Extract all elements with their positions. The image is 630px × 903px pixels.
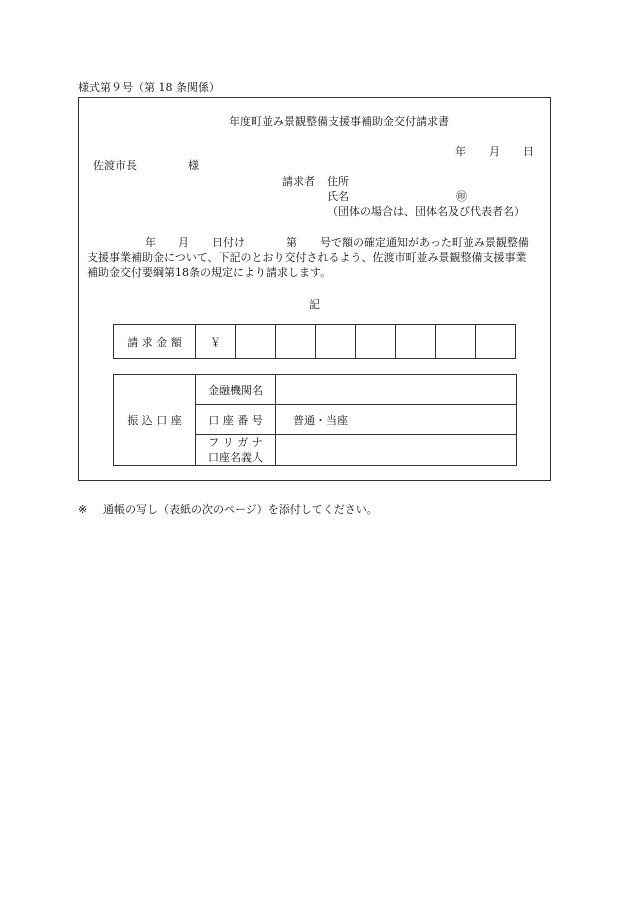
amount-digit-cell [356, 325, 396, 359]
body-no-prefix: 第 [286, 236, 297, 249]
holder-label-cell [196, 435, 276, 466]
addressee-name: 佐渡市長 [93, 159, 137, 172]
amount-digit-cell [276, 325, 316, 359]
amount-digit-cell [396, 325, 436, 359]
addressee-honorific: 様 [188, 159, 199, 172]
date-year: 年 [455, 145, 466, 158]
currency-cell: ￥ [196, 325, 236, 359]
furigana-label: フ リ ガ ナ [208, 436, 263, 449]
amount-row [114, 325, 516, 359]
amount-digit-cell [236, 325, 276, 359]
body-date-label: 日付け [212, 236, 245, 249]
body-line3: 補助金交付要綱第18条の規定により請求します。 [87, 266, 332, 279]
amount-table [113, 324, 516, 359]
holder-value [276, 435, 517, 466]
date-month: 月 [489, 145, 500, 158]
bank-name-value [276, 375, 517, 405]
requester-label: 請求者 [282, 175, 315, 188]
body-line1-text: 号で額の確定通知があった町並み景観整備 [320, 236, 529, 249]
document-title: 年度町並み景観整備支援事補助金交付請求書 [229, 115, 449, 128]
bank-row [114, 375, 517, 405]
address-label: 住所 [327, 175, 349, 188]
transfer-label: 振 込 口 座 [114, 375, 196, 466]
footnote-text: 通帳の写し（表紙の次のページ）を添付してください。 [103, 503, 378, 516]
body-year: 年 [145, 236, 156, 249]
bank-table [113, 374, 517, 466]
group-note: （団体の場合は、団体名及び代表者名） [327, 205, 525, 218]
amount-label: 請 求 金 額 [114, 325, 196, 359]
amount-digit-cell [476, 325, 516, 359]
footnote-mark: ※ [78, 503, 88, 516]
bank-name-label: 金融機関名 [196, 375, 276, 405]
amount-digit-cell [316, 325, 356, 359]
date-day: 日 [523, 145, 534, 158]
body-month: 月 [178, 236, 189, 249]
holder-label: 口座名義人 [208, 451, 263, 464]
amount-digit-cell [436, 325, 476, 359]
account-type: 普通・当座 [276, 405, 517, 435]
body-line2: 支援事業補助金について、下記のとおり交付されるよう、佐渡市町並み景観整備支援事業 [87, 251, 527, 264]
form-label: 様式第９号（第 18 条関係） [78, 81, 220, 94]
ki-mark: 記 [309, 298, 320, 311]
account-number-label: 口 座 番 号 [196, 405, 276, 435]
name-label: 氏名 [327, 190, 349, 203]
seal-mark: ㊞ [456, 190, 467, 203]
